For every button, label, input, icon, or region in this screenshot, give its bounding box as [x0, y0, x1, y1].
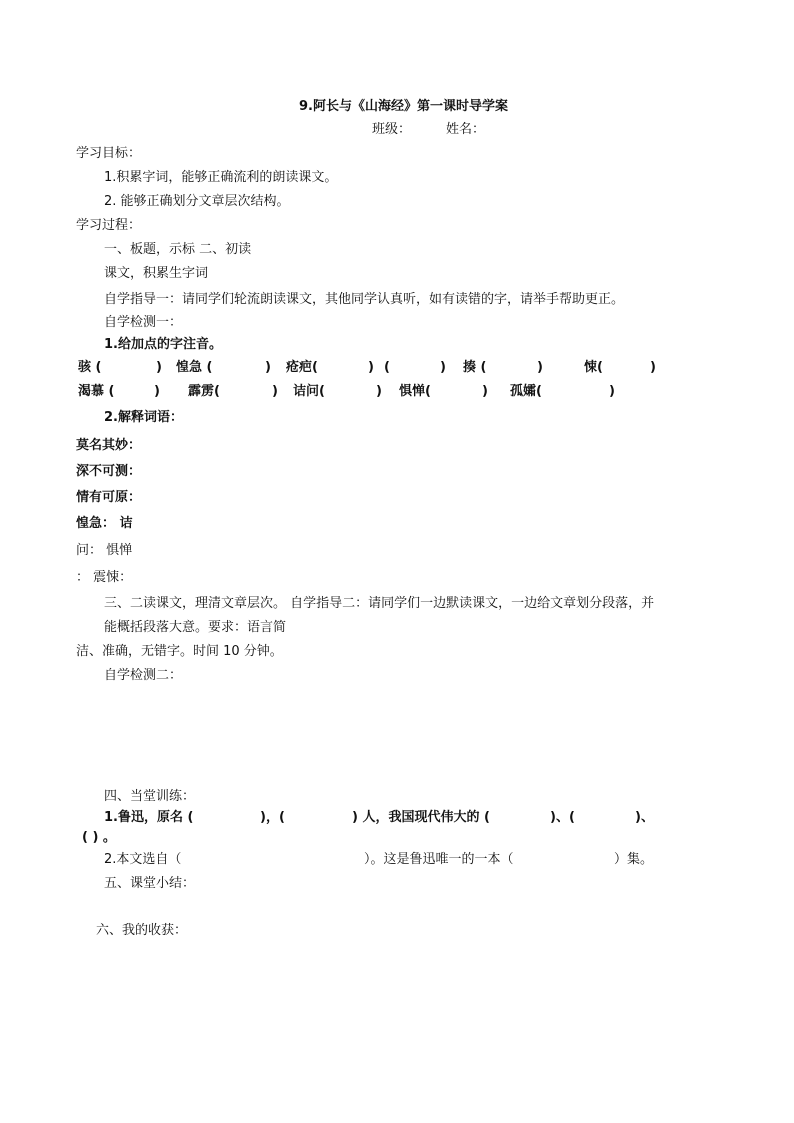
- pinyin-item: 惶急 (: [176, 360, 213, 375]
- pinyin-item: 疮疤(: [286, 360, 318, 375]
- pinyin-blank-end: ): [537, 360, 543, 375]
- practice-q2-part: 2.本文选自（: [104, 852, 182, 867]
- harvest-heading: 六、我的收获：: [96, 923, 188, 938]
- pinyin-item: 揍 (: [463, 360, 487, 375]
- pinyin-item: 惧惮(: [399, 384, 431, 399]
- question-pinyin: 1.给加点的字注音。: [104, 337, 222, 352]
- term-line: 情有可原：: [76, 490, 142, 505]
- pinyin-item: 霹雳(: [188, 384, 220, 399]
- check-one: 自学检测一：: [104, 315, 183, 330]
- pinyin-blank-end: ): [376, 384, 382, 399]
- summary-heading: 五、课堂小结：: [104, 876, 196, 891]
- pinyin-blank-end: ): [650, 360, 656, 375]
- name-label: 姓名：: [446, 122, 486, 137]
- question-explain: 2.解释词语：: [104, 410, 183, 425]
- guide-one: 自学指导一：请同学们轮流朗读课文，其他同学认真听，如有读错的字，请举手帮助更正。: [104, 292, 625, 307]
- practice-q2-part: ）集。: [614, 852, 654, 867]
- term-line: ： 震悚：: [76, 570, 133, 585]
- pinyin-item: 渴慕 (: [78, 384, 115, 399]
- pinyin-blank-end: ): [154, 384, 160, 399]
- term-line: 惶急： 诘: [76, 516, 133, 531]
- term-line: 莫名其妙：: [76, 438, 142, 453]
- pinyin-blank-end: ): [482, 384, 488, 399]
- goals-heading: 学习目标：: [76, 146, 142, 161]
- step-one: 一、板题，示标 二、初读: [104, 242, 252, 257]
- pinyin-item: 诘问(: [293, 384, 325, 399]
- class-label: 班级：: [372, 122, 412, 137]
- practice-q1-part: )、(: [550, 810, 575, 825]
- term-line: 问： 惧惮: [76, 543, 133, 558]
- pinyin-blank-end: ): [609, 384, 615, 399]
- pinyin-item: 骇 (: [78, 360, 102, 375]
- goal-item: 2. 能够正确划分文章层次结构。: [104, 194, 290, 209]
- pinyin-blank-end: ): [156, 360, 162, 375]
- practice-q1-part: ) 人，我国现代伟大的 (: [352, 810, 490, 825]
- practice-q2-part: ）。这是鲁迅唯一的一本（: [364, 852, 514, 867]
- pinyin-item: 悚(: [584, 360, 603, 375]
- term-line: 深不可测：: [76, 464, 142, 479]
- step-one-continued: 课文，积累生字词: [104, 266, 209, 281]
- pinyin-item: 孤孀(: [510, 384, 542, 399]
- process-heading: 学习过程：: [76, 218, 142, 233]
- page-title: 9.阿长与《山海经》第一课时导学案: [299, 99, 508, 114]
- practice-q1-part: )，(: [260, 810, 285, 825]
- practice-q1-part: )、: [635, 810, 654, 825]
- pinyin-blank-end: ): [368, 360, 374, 375]
- check-two: 自学检测二：: [104, 668, 183, 683]
- step-three-continued-2: 洁、准确，无错字。时间 10 分钟。: [76, 644, 283, 659]
- step-three-continued: 能概括段落大意。要求：语言简: [104, 620, 287, 635]
- step-three: 三、二读课文，理清文章层次。 自学指导二：请同学们一边默读课文，一边给文章划分段落，并: [104, 596, 655, 611]
- goal-item: 1.积累字词，能够正确流利的朗读课文。: [104, 170, 338, 185]
- practice-heading: 四、当堂训练：: [104, 789, 196, 804]
- practice-question-1-tail: ( ) 。: [82, 830, 116, 845]
- pinyin-blank-end: ): [272, 384, 278, 399]
- pinyin-blank-end: ): [440, 360, 446, 375]
- pinyin-item: (: [384, 360, 390, 375]
- pinyin-blank-end: ): [265, 360, 271, 375]
- practice-q1-part: 1.鲁迅，原名 (: [104, 810, 194, 825]
